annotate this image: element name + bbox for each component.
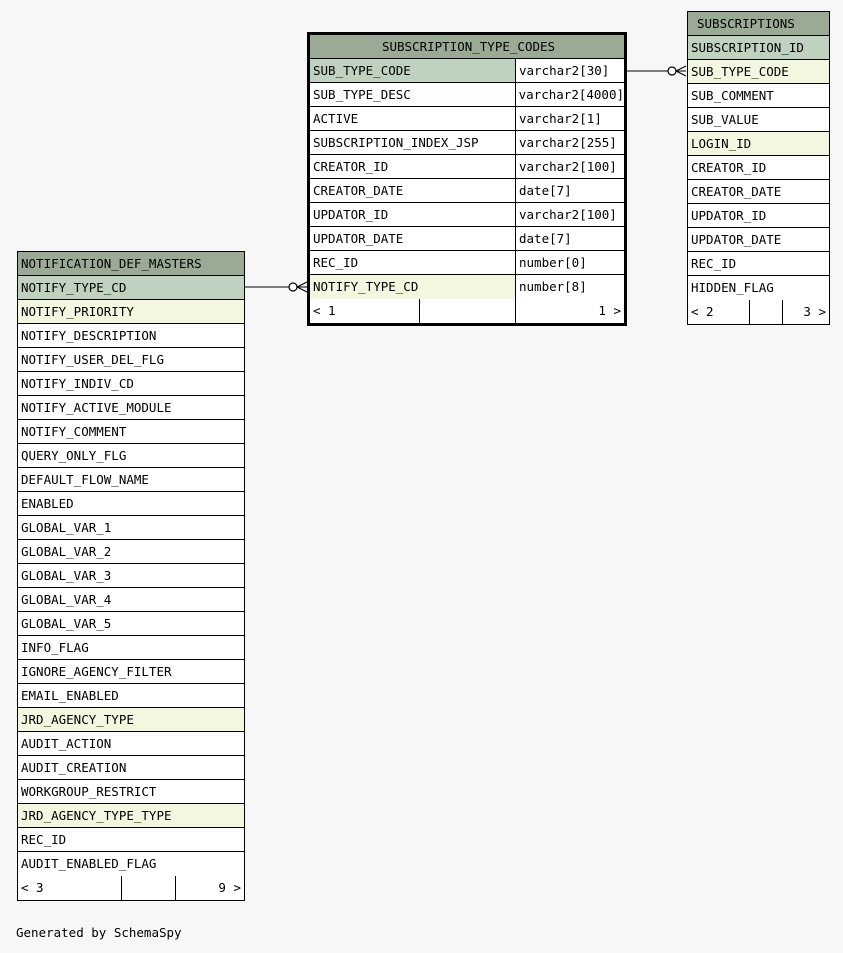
column-name: SUB_TYPE_DESC (310, 83, 516, 106)
column-name: DEFAULT_FLOW_NAME (21, 472, 149, 487)
column-name: NOTIFY_DESCRIPTION (21, 328, 157, 343)
column-name: GLOBAL_VAR_2 (21, 544, 112, 559)
parent-count: < 1 (310, 299, 420, 323)
column-name: UPDATOR_DATE (691, 232, 782, 247)
column-row[interactable] (688, 108, 829, 132)
column-name: QUERY_ONLY_FLG (21, 448, 127, 463)
column-name: UPDATOR_DATE (310, 227, 516, 250)
parent-count: < 3 (18, 876, 122, 900)
child-count: 1 > (598, 303, 621, 318)
column-name: LOGIN_ID (691, 136, 752, 151)
column-row[interactable] (18, 396, 244, 420)
column-row[interactable] (18, 660, 244, 684)
column-name: HIDDEN_FLAG (691, 280, 774, 295)
column-row[interactable] (18, 852, 244, 876)
column-name: SUBSCRIPTION_ID (691, 40, 804, 55)
column-row[interactable] (310, 251, 624, 275)
column-row[interactable] (310, 227, 624, 251)
column-row[interactable] (310, 83, 624, 107)
table-footer (688, 300, 829, 324)
column-row[interactable] (18, 780, 244, 804)
column-row[interactable] (18, 300, 244, 324)
column-name: NOTIFY_INDIV_CD (21, 376, 134, 391)
column-name: CREATOR_DATE (691, 184, 782, 199)
column-row[interactable] (688, 252, 829, 276)
column-type: date[7] (516, 227, 624, 250)
column-row[interactable] (310, 131, 624, 155)
column-name: REC_ID (310, 251, 516, 274)
column-row[interactable] (688, 132, 829, 156)
column-row[interactable] (18, 540, 244, 564)
column-name: NOTIFY_TYPE_CD (310, 275, 516, 299)
column-row[interactable] (18, 708, 244, 732)
column-row[interactable] (18, 348, 244, 372)
table-notification-def-masters[interactable] (17, 251, 245, 901)
column-name: CREATOR_ID (310, 155, 516, 178)
generated-by-credit: Generated by SchemaSpy (16, 925, 182, 940)
footer-spacer (420, 299, 516, 323)
column-name: NOTIFY_USER_DEL_FLG (21, 352, 164, 367)
column-row[interactable] (310, 107, 624, 131)
column-row[interactable] (688, 228, 829, 252)
column-name: UPDATOR_ID (310, 203, 516, 226)
column-row[interactable] (688, 60, 829, 84)
table-header (18, 252, 244, 276)
child-count: 3 > (803, 304, 826, 319)
column-row[interactable] (310, 179, 624, 203)
column-name: GLOBAL_VAR_1 (21, 520, 112, 535)
column-row[interactable] (18, 468, 244, 492)
column-row[interactable] (688, 180, 829, 204)
column-name: UPDATOR_ID (691, 208, 767, 223)
column-type: number[8] (516, 275, 624, 299)
column-name: REC_ID (21, 832, 67, 847)
table-subscription-type-codes[interactable] (307, 32, 627, 326)
column-name: SUBSCRIPTION_INDEX_JSP (310, 131, 516, 154)
column-name: SUB_VALUE (691, 112, 759, 127)
column-row[interactable] (310, 203, 624, 227)
table-title: SUBSCRIPTION_TYPE_CODES (381, 39, 556, 54)
column-name: ACTIVE (310, 107, 516, 130)
column-name: GLOBAL_VAR_3 (21, 568, 112, 583)
column-type: varchar2[1] (516, 107, 624, 130)
column-type: varchar2[255] (516, 131, 624, 154)
column-row[interactable] (18, 420, 244, 444)
column-type: date[7] (516, 179, 624, 202)
column-name: SUB_COMMENT (691, 88, 774, 103)
table-header (310, 35, 624, 59)
column-type: number[0] (516, 251, 624, 274)
column-name: WORKGROUP_RESTRICT (21, 784, 157, 799)
column-row[interactable] (18, 684, 244, 708)
column-row[interactable] (18, 276, 244, 300)
column-row[interactable] (18, 636, 244, 660)
column-type: varchar2[4000] (516, 83, 624, 106)
column-row[interactable] (18, 828, 244, 852)
column-name: GLOBAL_VAR_5 (21, 616, 112, 631)
column-name: NOTIFY_PRIORITY (21, 304, 134, 319)
table-footer (18, 876, 244, 900)
column-type: varchar2[100] (516, 203, 624, 226)
footer-spacer (122, 876, 176, 900)
column-name: IGNORE_AGENCY_FILTER (21, 664, 172, 679)
edge-notification-to-subtype (243, 282, 307, 292)
column-name: JRD_AGENCY_TYPE_TYPE (21, 808, 172, 823)
column-type: varchar2[30] (516, 59, 624, 82)
column-name: NOTIFY_TYPE_CD (21, 280, 127, 295)
column-row[interactable] (18, 732, 244, 756)
column-name: CREATOR_ID (691, 160, 767, 175)
column-row[interactable] (310, 155, 624, 179)
table-footer (310, 299, 624, 323)
column-name: AUDIT_CREATION (21, 760, 127, 775)
column-name: ENABLED (21, 496, 74, 511)
column-row[interactable] (310, 275, 624, 299)
column-row[interactable] (18, 804, 244, 828)
table-title: SUBSCRIPTIONS (697, 16, 795, 31)
column-row[interactable] (18, 372, 244, 396)
column-name: GLOBAL_VAR_4 (21, 592, 112, 607)
column-name: AUDIT_ACTION (21, 736, 112, 751)
parent-count: < 2 (688, 300, 750, 324)
column-type: varchar2[100] (516, 155, 624, 178)
column-row[interactable] (688, 156, 829, 180)
column-row[interactable] (18, 324, 244, 348)
column-row[interactable] (688, 84, 829, 108)
column-row[interactable] (18, 612, 244, 636)
column-row[interactable] (688, 36, 829, 60)
column-row[interactable] (310, 59, 624, 83)
column-name: EMAIL_ENABLED (21, 688, 119, 703)
column-name: INFO_FLAG (21, 640, 89, 655)
column-name: NOTIFY_COMMENT (21, 424, 127, 439)
column-row[interactable] (18, 492, 244, 516)
column-row[interactable] (688, 276, 829, 300)
column-row[interactable] (18, 564, 244, 588)
column-name: CREATOR_DATE (310, 179, 516, 202)
column-row[interactable] (18, 516, 244, 540)
column-row[interactable] (18, 588, 244, 612)
edge-subtype-to-subscriptions (620, 66, 686, 76)
column-row[interactable] (18, 756, 244, 780)
footer-spacer (750, 300, 783, 324)
column-name: SUB_TYPE_CODE (691, 64, 789, 79)
table-title: NOTIFICATION_DEF_MASTERS (21, 256, 202, 271)
column-name: AUDIT_ENABLED_FLAG (21, 856, 157, 871)
table-subscriptions[interactable] (687, 11, 830, 325)
column-name: JRD_AGENCY_TYPE (21, 712, 134, 727)
column-name: NOTIFY_ACTIVE_MODULE (21, 400, 172, 415)
column-row[interactable] (18, 444, 244, 468)
child-count: 9 > (218, 880, 241, 895)
column-name: REC_ID (691, 256, 737, 271)
column-name: SUB_TYPE_CODE (310, 59, 516, 82)
column-row[interactable] (688, 204, 829, 228)
table-header (688, 12, 829, 36)
